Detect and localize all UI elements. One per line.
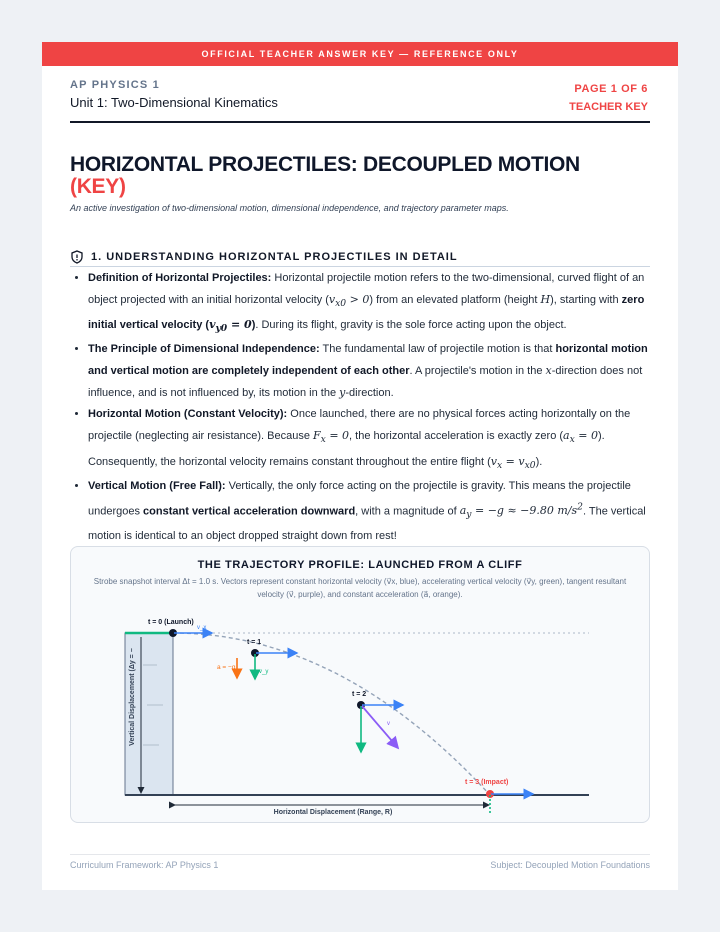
page-header xyxy=(70,79,650,123)
teacher-key-label: TEACHER KEY xyxy=(569,101,648,113)
shield-icon xyxy=(70,250,84,264)
vy-label-t1: v_y xyxy=(259,669,269,675)
label-t2: t = 2 xyxy=(352,691,367,698)
figure-caption: Strobe snapshot interval Δt = 1.0 s. Vectors represent constant horizontal velocity (v⃗x, blue), accelerating vertical velocity (v⃗y, green), tangent resultant velocity (v⃗, purple), and constant acceleration (a⃗, orange). xyxy=(93,577,627,599)
list-item-independence: • The Principle of Dimensional Independence: The fundamental law of projectile motion is that horizontal motion and vertical motion are completely independent of each other. A projectile's motion in the x-direction does not influence, and is not influenced by, its motion in the y-direction. xyxy=(88,339,668,404)
figure-title: THE TRAJECTORY PROFILE: LAUNCHED FROM A CLIFF xyxy=(197,559,523,571)
resultant-vector-t2 xyxy=(362,706,398,748)
worksheet-page xyxy=(42,42,678,890)
label-t3: t = 3 (Impact) xyxy=(465,779,509,786)
course-name: AP PHYSICS 1 xyxy=(70,79,161,91)
v-label-t2: v xyxy=(387,721,390,727)
page-footer xyxy=(70,854,650,870)
page-title-text: HORIZONTAL PROJECTILES: DECOUPLED MOTION xyxy=(70,153,580,176)
list-item-definition: • Definition of Horizontal Projectiles: Horizontal projectile motion refers to the two-dimensional, curved flight of an object projected with an initial horizontal velocity $(v_{x0} > 0)$ from an elevated platform (height H), starting with zero initial vertical velocity $(v_{y0} = 0)$. During its flight, gravity is the sole force acting upon the object. xyxy=(88,268,668,339)
page-number: PAGE 1 OF 6 xyxy=(574,83,648,95)
label-t0: t = 0 (Launch) xyxy=(148,619,194,626)
trajectory-diagram xyxy=(71,547,649,822)
page-subtitle: An active investigation of two-dimensional motion, dimensional independence, and trajectory parameter maps. xyxy=(70,203,509,213)
page-title xyxy=(70,154,660,198)
label-t1: t = 1 xyxy=(247,639,262,646)
trajectory-path xyxy=(173,633,490,795)
acceleration-label: a = −g xyxy=(217,664,236,671)
vx-label-t0: v_x xyxy=(197,625,207,631)
page-title-key: (KEY) xyxy=(70,175,126,198)
page-info xyxy=(569,83,648,113)
list-item-horizontal-motion: • Horizontal Motion (Constant Velocity): Once launched, there are no physical forces acting horizontally on the projectile (neglecting air resistance). Because $F_x = 0$, the horizontal acceleration is exactly zero $(a_x = 0)$. Consequently, the horizontal velocity remains constant throughout the entire flight $(v_x = v_{x0})$. xyxy=(88,404,668,475)
trajectory-figure xyxy=(70,546,650,823)
answer-key-banner: OFFICIAL TEACHER ANSWER KEY — REFERENCE ONLY xyxy=(42,42,678,66)
concept-list xyxy=(70,268,668,547)
footer-framework: Curriculum Framework: AP Physics 1 xyxy=(70,860,219,870)
footer-subject: Subject: Decoupled Motion Foundations xyxy=(490,860,650,870)
y-axis-label: Vertical Displacement (Δy = − xyxy=(129,648,136,746)
list-item-vertical-motion: • Vertical Motion (Free Fall): Vertically, the only force acting on the projectile is gravity. This means the projectile undergoes constant vertical acceleration downward, with a magnitude of $a_y = -g \approx -9.80$ $m/s^2$. The vertical motion is identical to an object dropped straight down from rest! xyxy=(88,476,668,547)
unit-title: Unit 1: Two-Dimensional Kinematics xyxy=(70,95,278,110)
section-header xyxy=(70,248,650,267)
x-axis-label: Horizontal Displacement (Range, R) xyxy=(273,809,393,816)
section-title: 1. UNDERSTANDING HORIZONTAL PROJECTILES IN DETAIL xyxy=(91,251,458,263)
